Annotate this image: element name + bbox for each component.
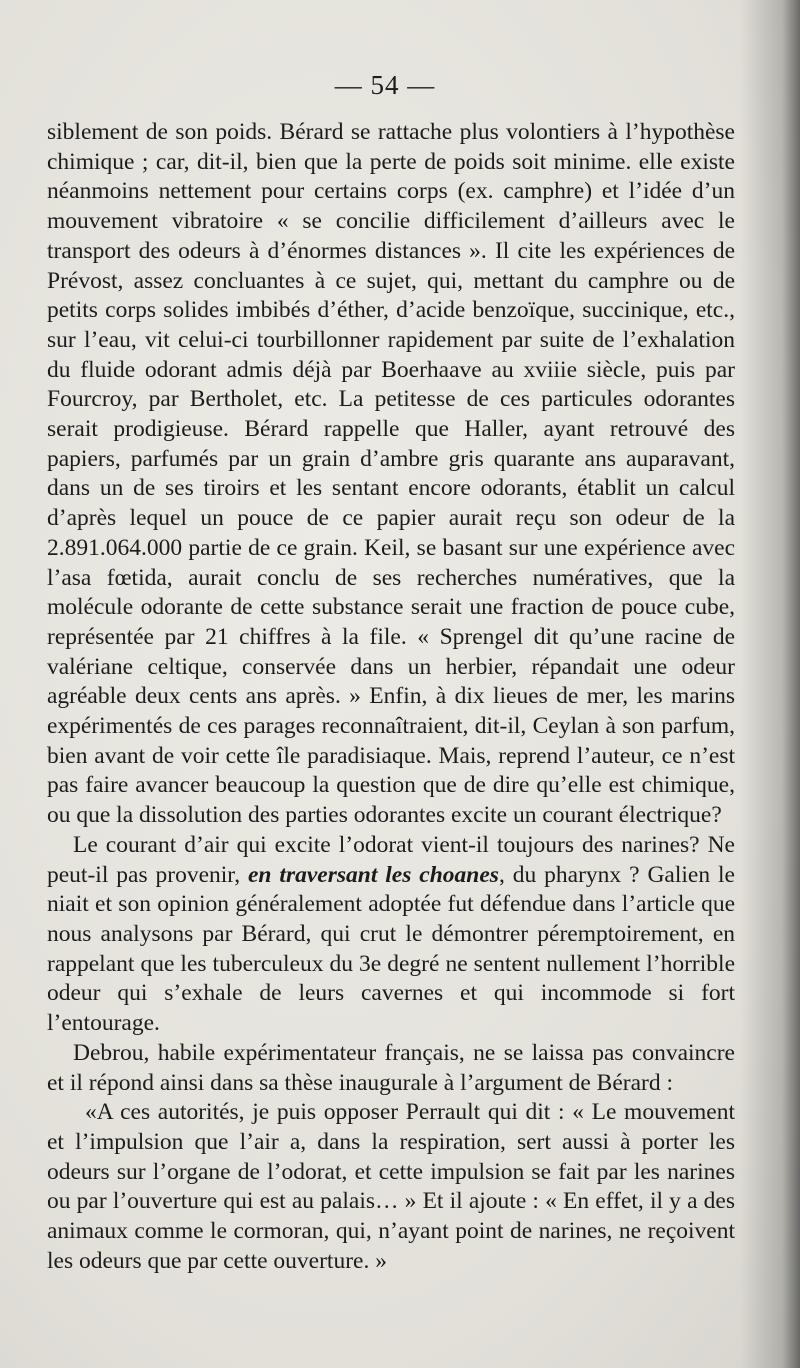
paragraph-2-start: Le courant d’air qui excite l’odorat vient-il toujours des narines? Ne peut-il pas provenir, <box>47 831 735 888</box>
body-text <box>47 118 735 1276</box>
page-number: — 54 — <box>334 70 436 100</box>
paragraph-2-emphasis: en traversant les choanes <box>248 861 499 888</box>
paragraph-4-quote: «A ces autorités, je puis opposer Perrault qui dit : « Le mouvement et l’impulsion que l’air a, dans la respiration, sert aussi à porter les odeurs sur l’organe de l’odorat, et cette impulsion se fait par les narines ou par l’ouverture qui est au palais… » Et il ajoute : « En effet, il y a des animaux comme le cormoran, qui, n’ayant point de narines, ne reçoivent les odeurs que par cette ouverture. » <box>47 1099 735 1274</box>
paragraph-2 <box>47 831 735 1039</box>
paragraph-3: Debrou, habile expérimentateur français, ne se laissa pas convaincre et il répond ainsi dans sa thèse inaugurale à l’argument de Bérard : <box>47 1039 735 1096</box>
paragraph-1: siblement de son poids. Bérard se rattache plus volontiers à l’hypothèse chimique ; car, dit-il, bien que la perte de poids soit minime. elle existe néanmoins nettement pour certains corps (ex. camphre) et l’idée d’un mouvement vibratoire « se concilie difficilement d’ailleurs avec le transport des odeurs à d’énormes distances ». Il cite les expériences de Prévost, assez concluantes à ce sujet, qui, mettant du camphre ou de petits corps solides imbibés d’éther, d’acide benzoïque, succinique, etc., sur l’eau, vit celui-ci tourbillonner rapidement par suite de l’exhalation du fluide odorant admis déjà par Boerhaave au xviiie siècle, puis par Fourcroy, par Bertholet, etc. La petitesse de ces particules odorantes serait prodigieuse. Bérard rappelle que Haller, ayant retrouvé des papiers, parfumés par un grain d’ambre gris quarante ans auparavant, dans un de ses tiroirs et les sentant encore odorants, établit un calcul d’après lequel un pouce de ce papier aurait reçu son odeur de la 2.891.064.000 partie de ce grain. Keil, se basant sur une expérience avec l’asa fœtida, aurait conclu de ses recherches numératives, que la molécule odorante de cette substance serait une fraction de pouce cube, représentée par 21 chiffres à la file. « Sprengel dit qu’une racine de valériane celtique, conservée dans un herbier, répandait une odeur agréable deux cents ans après. » Enfin, à dix lieues de mer, les marins expérimentés de ces parages reconnaîtraient, dit-il, Ceylan à son parfum, bien avant de voir cette île paradisiaque. Mais, reprend l’auteur, ce n’est pas faire avancer beaucoup la question que de dire qu’elle est chimique, ou que la dissolution des parties odorantes excite un courant électrique? <box>47 119 735 829</box>
paragraph-2-end: , du pharynx ? Galien le niait et son opinion généralement adoptée fut défendue dans l’article que nous analysons par Bérard, qui crut le démontrer péremptoirement, en rappelant que les tuberculeux du 3e degré ne sentent nullement l’horrible odeur qui s’exhale de leurs cavernes et qui incommode si fort l’entourage. <box>47 861 735 1037</box>
